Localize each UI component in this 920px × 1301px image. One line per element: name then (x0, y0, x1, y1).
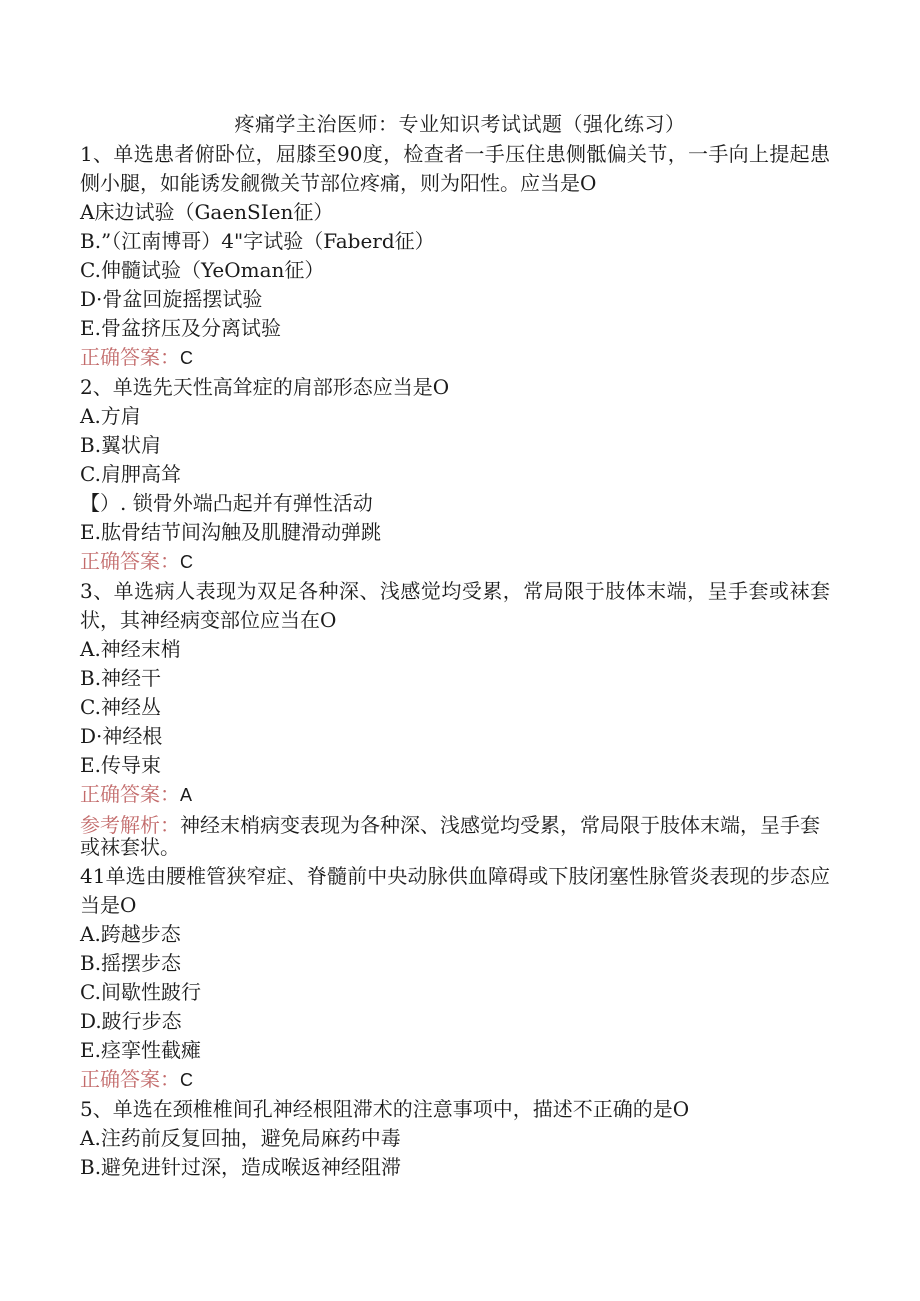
answer-label: 正确答案： (80, 549, 180, 573)
answer-label: 正确答案： (80, 782, 180, 806)
answer-line (80, 780, 830, 810)
answer-value: C (180, 1070, 193, 1090)
answer-label: 正确答案： (80, 1067, 180, 1091)
option-c: C.肩胛高耸 (80, 462, 181, 486)
option-c: C.间歇性跛行 (80, 980, 201, 1004)
question-2 (80, 373, 830, 577)
option-e: E.骨盆挤压及分离试验 (80, 316, 281, 340)
option-b: B.避免进针过深，造成喉返神经阻滞 (80, 1155, 402, 1179)
option-b: B.摇摆步态 (80, 951, 182, 975)
question-stem: 5、单选在颈椎椎间孔神经根阻滞术的注意事项中，描述不正确的是O (80, 1097, 690, 1121)
option-c: C.伸髓试验（YeOman征） (80, 258, 325, 282)
option-a: A.跨越步态 (80, 922, 181, 946)
option-d: 【）. 锁骨外端凸起并有弹性活动 (80, 491, 373, 515)
answer-line (80, 1065, 830, 1095)
option-a: A.神经末梢 (80, 637, 181, 661)
answer-label: 正确答案： (80, 345, 180, 369)
question-stem: 3、单选病人表现为双足各种深、浅感觉均受累，常局限于肢体末端，呈手套或袜套状，其神经病变部位应当在O (80, 579, 830, 632)
question-4 (80, 862, 830, 1095)
answer-value: A (180, 785, 193, 805)
question-5 (80, 1095, 830, 1182)
option-d: D·骨盆回旋摇摆试验 (80, 287, 263, 311)
option-c: C.神经丛 (80, 695, 161, 719)
question-stem: 41单选由腰椎管狭窄症、脊髓前中央动脉供血障碍或下肢闭塞性脉管炎表现的步态应当是O (80, 864, 830, 917)
document-title: 疼痛学主治医师：专业知识考试试题（强化练习） (234, 112, 686, 136)
answer-line (80, 547, 830, 577)
option-d: D·神经根 (80, 724, 163, 748)
answer-value: C (180, 552, 193, 572)
explanation-label: 参考解析： (80, 813, 180, 837)
option-e: E.肱骨结节间沟触及肌腱滑动弹跳 (80, 520, 381, 544)
question-stem: 2、单选先天性高耸症的肩部形态应当是O (80, 375, 450, 399)
question-1 (80, 140, 830, 373)
option-b: B.神经干 (80, 666, 162, 690)
explanation (80, 810, 830, 862)
option-d: D.跛行步态 (80, 1009, 182, 1033)
question-list (80, 140, 830, 1182)
option-b: B.翼状肩 (80, 433, 162, 457)
answer-value: C (180, 348, 193, 368)
option-a: A.方肩 (80, 404, 141, 428)
explanation-text: 神经末梢病变表现为各种深、浅感觉均受累，常局限于肢体末端，呈手套或袜套状。 (80, 813, 820, 859)
question-stem: 1、单选患者俯卧位，屈膝至90度，检查者一手压住患侧骶偏关节，一手向上提起患侧小腿，如能诱发觎微关节部位疼痛，则为阳性。应当是O (80, 142, 830, 195)
question-3 (80, 577, 830, 862)
option-a: A.注药前反复回抽，避免局麻药中毒 (80, 1126, 401, 1150)
option-e: E.痉挛性截瘫 (80, 1038, 201, 1062)
answer-line (80, 343, 830, 373)
option-b: B.”（江南博哥）4"字试验（Faberd征） (80, 229, 435, 253)
option-e: E.传导束 (80, 753, 161, 777)
option-a: A床边试验（GaenSIen征） (80, 200, 334, 224)
